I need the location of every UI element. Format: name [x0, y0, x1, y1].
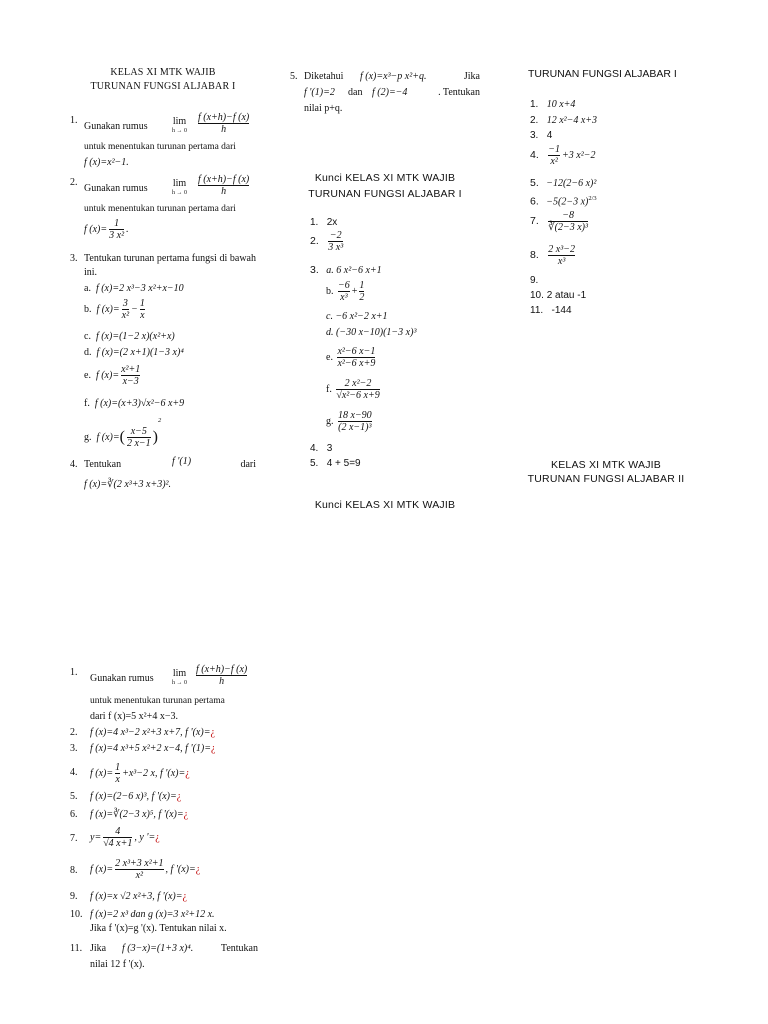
part-lhs: f (x)=: [95, 369, 120, 381]
title-line-1: KELAS XI MTK WAJIB: [551, 459, 661, 471]
part-label: b.: [84, 303, 92, 315]
ws2-question-3: [70, 742, 215, 756]
q3-part-c: [84, 330, 175, 344]
question-lhs: y=: [90, 831, 102, 843]
answer-number: 10.: [530, 290, 544, 301]
denominator: x²−6 x+9: [337, 358, 376, 369]
limit-operator: [172, 668, 187, 687]
worksheet-title: [68, 66, 258, 94]
question-text-tentukan: . Tentukan: [438, 87, 480, 98]
key-title-line-1: Kunci KELAS XI MTK WAJIB: [314, 172, 456, 184]
key-3c: c. −6 x²−2 x+1: [326, 311, 388, 322]
question-expr: f (x)=4 x³−2 x²+3 x+7, f '(x)=: [90, 727, 211, 738]
answer-5: [530, 176, 596, 191]
answer-number: 3.: [530, 130, 539, 141]
answer-4: [530, 144, 595, 167]
key-answer: 2x: [326, 217, 338, 228]
answer-key-title-2: [290, 498, 480, 512]
numerator: f (x+h)−f (x): [196, 664, 248, 675]
condition-2: f (2)=−4: [372, 87, 408, 98]
exponent: 2/3: [588, 195, 597, 202]
function-lhs: f (x)=: [84, 223, 108, 235]
part-label: c.: [84, 331, 91, 342]
denominator: x²: [548, 155, 560, 167]
question-text: Gunakan rumus: [84, 183, 148, 194]
part-expr: f (x)=(1−2 x)(x²+x): [95, 331, 175, 342]
key-3g: [326, 410, 374, 433]
answer-number: 9.: [530, 275, 539, 286]
key-number: 1.: [310, 217, 319, 228]
question-number: 4.: [70, 767, 78, 778]
unknown-mark: ¿: [210, 727, 215, 738]
question-expr-rest: , f '(x)=: [165, 863, 196, 875]
ws2-question-2: [70, 726, 215, 740]
function-end: .: [126, 223, 129, 235]
question-text-2: Jika f '(x)=g '(x). Tentukan nilai x.: [90, 923, 227, 934]
answer-9: [530, 274, 538, 288]
denominator: x²: [115, 869, 163, 881]
unknown-mark: ¿: [182, 891, 187, 902]
difference-quotient: [196, 664, 247, 687]
question-number: 11.: [70, 943, 83, 954]
lim-subscript: h → 0: [172, 128, 187, 134]
numerator: 2 x²−2: [344, 378, 372, 389]
part-label: d.: [84, 347, 92, 358]
answer-3: [530, 129, 552, 143]
denominator: x−3: [122, 376, 139, 387]
question-text: Diketahui: [304, 71, 344, 82]
question-number: 5.: [290, 71, 298, 82]
part-label: f.: [326, 383, 332, 395]
numerator: 1: [359, 280, 365, 291]
q3-part-a: [84, 282, 184, 296]
numerator: 3: [122, 298, 128, 309]
limit-operator: [172, 116, 187, 135]
answer-1: [530, 98, 575, 112]
numerator: 1: [115, 762, 121, 773]
worksheet-2-title: [508, 458, 704, 486]
question-lhs: f (x)=: [90, 767, 114, 779]
answer-11: [530, 304, 572, 318]
key2-title-line: Kunci KELAS XI MTK WAJIB: [314, 499, 456, 511]
part-label: b.: [326, 285, 334, 297]
denominator: √4 x+1: [103, 838, 133, 849]
numerator: −8: [562, 210, 574, 221]
answer-expr: 10 x+4: [546, 99, 576, 110]
question-number: 5.: [70, 791, 78, 802]
numerator: −6: [338, 280, 350, 291]
question-text-jika: Jika: [463, 71, 480, 82]
denominator: x: [115, 774, 120, 785]
unknown-mark: ¿: [195, 863, 201, 875]
numerator: 4: [115, 826, 121, 837]
answer-6: [530, 192, 597, 209]
q3-part-d: [84, 346, 184, 360]
part-lhs: f (x)=: [96, 432, 120, 443]
unknown-mark: ¿: [185, 767, 190, 779]
ws2-question-5: [70, 790, 181, 804]
question-text-tentukan: Tentukan: [220, 943, 258, 954]
part-label: e.: [84, 369, 91, 381]
answer-number: 8.: [530, 248, 539, 261]
question-number: 10.: [70, 909, 83, 920]
answer-number: 1.: [530, 99, 539, 110]
denominator: 3 x³: [328, 242, 344, 253]
ws2-question-7: [70, 826, 160, 849]
key-number: 4.: [310, 443, 319, 454]
key-number: 2.: [310, 234, 319, 247]
question-number: 3.: [70, 253, 78, 264]
denominator: (2 x−1)³: [338, 422, 372, 433]
denominator: x: [140, 310, 145, 321]
numerator: f (x+h)−f (x): [198, 112, 250, 123]
question-text: Tentukan: [84, 459, 122, 470]
answer-expr: 4: [546, 130, 553, 141]
part-label: e.: [326, 351, 333, 363]
key-3a: [310, 263, 382, 278]
lim-subscript: h → 0: [172, 190, 187, 196]
question-number: 1.: [70, 115, 78, 126]
exponent: 2: [157, 417, 162, 424]
part-expr: f (x)=(x+3)√x²−6 x+9: [94, 398, 185, 409]
numerator: x−5: [130, 426, 147, 438]
question-number: 3.: [70, 743, 78, 754]
denominator: 2: [359, 292, 365, 303]
question-expr: f (x)=(2−6 x)³, f '(x)=: [90, 791, 177, 802]
ws2-question-4: [70, 762, 190, 785]
key-5: [310, 457, 361, 471]
numerator: −2: [329, 230, 342, 241]
limit-operator: [172, 178, 187, 197]
conjunction: dan: [348, 87, 363, 98]
title-line-1: KELAS XI MTK WAJIB: [110, 67, 216, 78]
q3-part-b: [84, 298, 147, 321]
question-number: 2.: [70, 177, 78, 188]
unknown-mark: ¿: [155, 831, 160, 843]
operator: +: [351, 285, 358, 297]
key-3f: [326, 378, 382, 401]
question-number: 4.: [70, 459, 78, 470]
question-text-2: untuk menentukan turunan pertama dari: [84, 204, 236, 214]
numerator: −1: [548, 144, 561, 155]
answer-expr: 2 atau -1: [546, 290, 587, 301]
key-3d: d. (−30 x−10)(1−3 x)³: [326, 327, 417, 338]
key-title-line-2: TURUNAN FUNGSI ALJABAR I: [308, 188, 462, 200]
question-expr-rest: , y '=: [134, 831, 156, 843]
part-expr: f (x)=(2 x+1)(1−3 x)⁴: [96, 347, 184, 358]
part-label: f.: [84, 398, 90, 409]
question-expr: f (x)=2 x³ dan g (x)=3 x²+12 x.: [90, 909, 215, 920]
answer-number: 7.: [530, 214, 539, 227]
key-1: [310, 216, 337, 230]
function-expr: f (x)=∛(2 x³+3 x+3)².: [84, 479, 172, 490]
title-line-2: TURUNAN FUNGSI ALJABAR I: [90, 81, 236, 92]
function-expr: [84, 218, 258, 241]
part-label: g.: [326, 415, 334, 427]
part-label: a.: [84, 283, 91, 294]
key-answer: 3: [326, 443, 333, 454]
ws2-question-6: [70, 808, 188, 822]
question-number: 2.: [70, 727, 78, 738]
numerator: 2 x³−2: [548, 244, 575, 255]
denominator: x³: [548, 255, 575, 267]
key-3b: [326, 280, 366, 303]
answer-7: [530, 210, 590, 233]
question-text: Tentukan turunan pertama fungsi di bawah ini.: [84, 253, 256, 278]
lim-text: lim: [172, 178, 187, 189]
lim-text: lim: [172, 668, 187, 679]
unknown-mark: ¿: [183, 809, 189, 820]
part-expr: f (x)=2 x³−3 x²+x−10: [95, 283, 184, 294]
operator: −: [131, 303, 138, 315]
condition-1: f '(1)=2: [304, 87, 335, 98]
key-answer: a. 6 x²−6 x+1: [326, 265, 382, 276]
denominator: 2 x−1: [126, 438, 151, 450]
question-number: 9.: [70, 891, 78, 902]
question-text: Gunakan rumus: [84, 121, 148, 132]
unknown-mark: ¿: [176, 791, 182, 802]
question-text-2: nilai 12 f '(x).: [90, 959, 145, 970]
question-expr: f (x)=4 x³+5 x²+2 x−4, f '(1)=: [90, 743, 212, 754]
numerator: 2 x³+3 x²+1: [115, 858, 164, 869]
question-text: Jika: [90, 943, 107, 954]
answer-key-title: [290, 170, 480, 202]
derivative-expr: f '(1): [172, 456, 192, 467]
part-lhs: f (x)=: [96, 303, 120, 315]
answer-expr: −12(2−6 x)²: [546, 178, 597, 189]
question-number: 7.: [70, 833, 78, 844]
key-number: 5.: [310, 458, 319, 469]
question-expr-rest: +x³−2 x, f '(x)=: [122, 767, 186, 779]
difference-quotient: [198, 112, 249, 135]
q3-part-f: [84, 397, 184, 411]
question-expr: f (3−x)=(1+3 x)⁴.: [122, 943, 194, 954]
answer-expr: 12 x²−4 x+3: [546, 115, 598, 126]
denominator: h: [198, 185, 249, 197]
numerator: f (x+h)−f (x): [198, 174, 250, 185]
denominator: 3 x²: [109, 230, 125, 241]
lim-text: lim: [172, 116, 187, 127]
lim-subscript: h → 0: [172, 680, 187, 686]
numerator: 1: [114, 218, 120, 229]
answer-8: [530, 244, 577, 267]
numerator: 18 x−90: [338, 410, 372, 421]
denominator: h: [196, 675, 247, 687]
answer-number: 4.: [530, 148, 539, 161]
question-expr: f (x)=∛(2−3 x)⁵, f '(x)=: [90, 809, 184, 820]
question-number: 8.: [70, 865, 78, 876]
answer-number: 5.: [530, 177, 539, 189]
answer-2: [530, 114, 597, 128]
answer-number: 11.: [530, 305, 544, 316]
denominator: x³: [338, 291, 350, 303]
question-text: Gunakan rumus: [90, 673, 154, 684]
answer-number: 2.: [530, 115, 539, 126]
title-line-2: TURUNAN FUNGSI ALJABAR II: [527, 473, 685, 485]
unknown-mark: ¿: [211, 743, 216, 754]
denominator: x²: [121, 310, 130, 321]
question-text-2: untuk menentukan turunan pertama dari: [84, 142, 236, 152]
answer-10: [530, 289, 586, 303]
column-left: [68, 66, 258, 94]
q3-part-e: [84, 364, 142, 387]
denominator: h: [198, 123, 249, 135]
function-expr: f (x)=x²−1.: [84, 157, 129, 168]
key-answer: 4 + 5=9: [326, 458, 361, 469]
answer-key-2-title: TURUNAN FUNGSI ALJABAR I: [528, 68, 677, 80]
answer-expr: -144: [551, 305, 572, 316]
answer-expr: −5(2−3 x): [546, 196, 589, 208]
key-4: [310, 442, 332, 456]
question-text-3: nilai p+q.: [304, 103, 343, 114]
question-expr: f (x)=x √2 x²+3, f '(x)=: [90, 891, 183, 902]
key-2: [310, 230, 345, 253]
denominator: ∛(2−3 x)³: [548, 222, 588, 233]
difference-quotient: [198, 174, 249, 197]
question-text-3: dari f (x)=5 x²+4 x−3.: [90, 711, 178, 722]
q3-part-g: g. f (x)=( $\frac{x-5}{2 x-1}$ )$^2$: [84, 417, 162, 450]
question-number: 1.: [70, 667, 78, 678]
question-number: 6.: [70, 809, 78, 820]
ws2-question-9: [70, 890, 187, 904]
numerator: 1: [139, 298, 145, 309]
question-text-end: dari: [240, 459, 256, 470]
denominator: √x²−6 x+9: [336, 390, 380, 401]
numerator: x²−6 x−1: [337, 346, 376, 357]
key-number: 3.: [310, 264, 319, 276]
key-3e: [326, 346, 377, 369]
answer-number: 6.: [530, 195, 539, 208]
function-expr: f (x)=x³−p x²+q.: [360, 71, 427, 82]
answer-expr-rest: +3 x²−2: [562, 149, 596, 161]
ws2-question-8: [70, 858, 200, 881]
question-text-2: untuk menentukan turunan pertama: [90, 696, 225, 706]
part-label: g.: [84, 432, 92, 443]
question-lhs: f (x)=: [90, 863, 114, 875]
numerator: x²+1: [121, 364, 141, 375]
